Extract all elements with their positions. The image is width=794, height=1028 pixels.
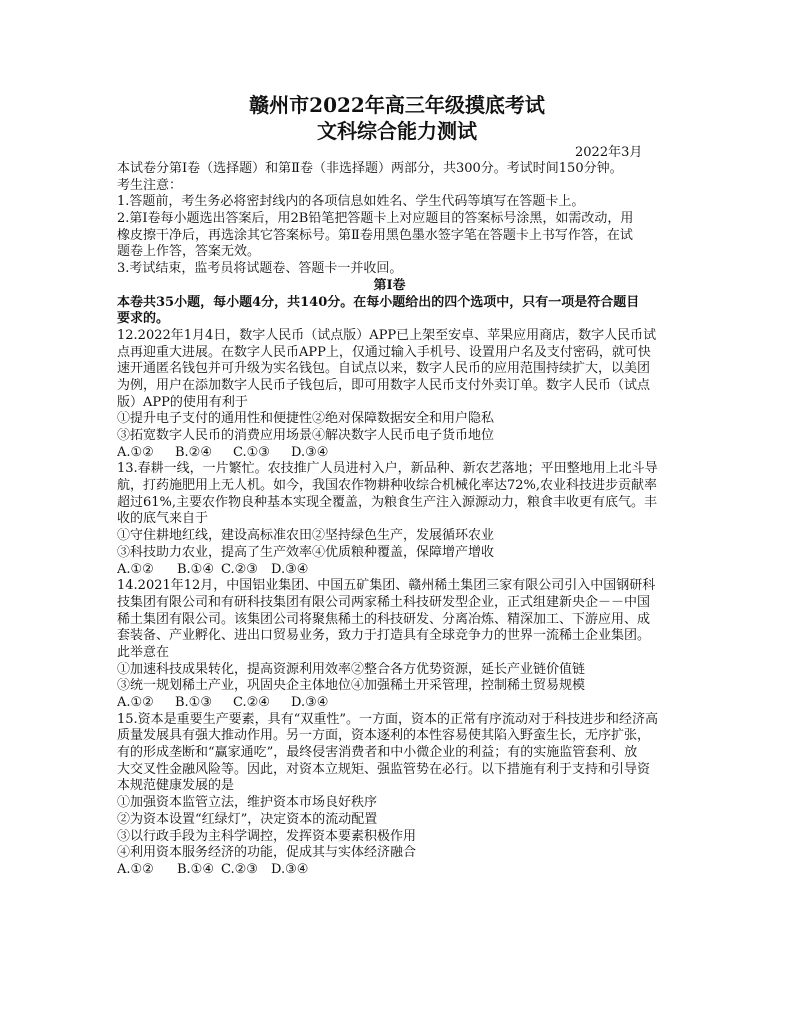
- note-2-line-3: 题卷上作答，答案无效。: [117, 244, 261, 260]
- notice-title: 考生注意：: [117, 177, 183, 193]
- q14-line: 此举意在: [117, 644, 170, 660]
- q15-line: 本规范健康发展的是: [117, 778, 235, 794]
- q15-options: [117, 862, 662, 879]
- q13-item: ①守住耕地红线，建设高标准农田②坚持绿色生产，发展循环农业: [117, 528, 495, 544]
- q13-item: ③科技助力农业，提高了生产效率④优质粮种覆盖，保障增产增收: [117, 544, 495, 560]
- q12-option-c: C.①③: [233, 444, 270, 460]
- q12-option-b: B.②④: [175, 444, 212, 460]
- q13-option-d: D.③④: [271, 561, 309, 577]
- section-instruction-line-2: 要求的。: [117, 311, 170, 327]
- q13-line: 航，打药施肥用上无人机。如今，我国农作物耕种收综合机械化率达72%,农业科技进步贡献率: [117, 478, 658, 494]
- q15-option-a: A.①②: [117, 861, 154, 877]
- q14-line: 套装备、产业孵化、进出口贸易业务，致力于打造具有全球竞争力的世界一流稀土企业集团。: [117, 628, 651, 644]
- q12-line: 点再迎重大进展。在数字人民币APP上，仅通过输入手机号、设置用户名及支付密码，就可快: [117, 344, 651, 360]
- section-title: 第Ⅰ卷: [373, 277, 406, 293]
- q14-option-d: D.③④: [291, 695, 329, 710]
- q13-option-a: A.①②: [117, 561, 154, 577]
- q15-item: ②为资本设置“红绿灯”，决定资本的流动配置: [117, 811, 378, 827]
- q14-item: ③统一规划稀土产业，巩固央企主体地位④加强稀土开采管理，控制稀土贸易规模: [117, 678, 586, 694]
- note-1: 1.答题前，考生务必将密封线内的各项信息如姓名、学生代码等填写在答题卡上。: [117, 194, 585, 210]
- q14-line: 稀土集团有限公司。该集团公司将聚焦稀土的科技研发、分离冶炼、精深加工、下游应用、成: [117, 611, 651, 627]
- q13-option-c: C.②③: [221, 561, 258, 577]
- intro-line: 本试卷分第Ⅰ卷（选择题）和第Ⅱ卷（非选择题）两部分，共300分。考试时间150分钟。: [117, 161, 623, 176]
- q15-option-c: C.②③: [221, 861, 258, 877]
- q12-item: ③拓宽数字人民币的消费应用场景④解决数字人民币电子货币地位: [117, 428, 495, 443]
- q14-option-b: B.①③: [175, 695, 212, 710]
- q13-options: [117, 562, 662, 579]
- q13-line: 收的底气来自于: [117, 511, 209, 527]
- q14-line: 技集团有限公司和有研科技集团有限公司两家稀土科技研发型企业，正式组建新央企－－中国: [117, 594, 651, 610]
- q12-option-a: A.①②: [117, 444, 154, 460]
- q12-line: 12.2022年1月4日，数字人民币（试点版）APP已上架至安卓、苹果应用商店，数字人民币试: [117, 327, 657, 343]
- exam-title: 赣州市2022年高三年级摸底考试: [249, 93, 545, 117]
- q12-line: 版）APP的使用有利于: [117, 394, 248, 410]
- q13-line: 超过61%,主要农作物良种基本实现全覆盖，为粮食生产注入源源动力，粮食丰收更有底气。丰: [117, 494, 658, 510]
- q15-item: ④利用资本服务经济的功能，促成其与实体经济融合: [117, 845, 417, 861]
- q12-options: [117, 445, 662, 462]
- q13-line: 13.春耕一线，一片繁忙。农技推广人员进村入户，新品种、新农艺落地；平田整地用上北斗导: [117, 461, 658, 477]
- q15-line: 有的形成垄断和“赢家通吃”，最终侵害消费者和中小微企业的利益；有的实施监管套利、放: [117, 745, 638, 761]
- q13-option-b: B.①④: [177, 561, 214, 577]
- q15-line: 大交叉性金融风险等。因此，对资本立规矩、强监管势在必行。以下措施有利于支持和引导资: [117, 761, 651, 777]
- q15-line: 15.资本是重要生产要素，具有“双重性”。一方面，资本的正常有序流动对于科技进步和经济高: [117, 711, 658, 727]
- exam-date: 2022年3月: [575, 145, 643, 160]
- q12-option-d: D.③④: [291, 444, 329, 460]
- section-instruction-line-1: 本卷共35小题，每小题4分，共140分。在每小题给出的四个选项中，只有一项是符合题目: [117, 294, 640, 310]
- q15-item: ③以行政手段为主科学调控，发挥资本要素积极作用: [117, 828, 417, 844]
- q14-item: ①加速科技成果转化，提高资源利用效率②整合各方优势资源，延长产业链价值链: [117, 661, 586, 677]
- note-3: 3.考试结束，监考员将试题卷、答题卡一并收回。: [117, 261, 403, 277]
- q14-option-a: A.①②: [117, 695, 154, 710]
- q14-option-c: C.②④: [233, 695, 270, 710]
- exam-subtitle: 文科综合能力测试: [317, 119, 477, 143]
- note-2-line-1: 2.第Ⅰ卷每小题选出答案后，用2B铅笔把答题卡上对应题目的答案标号涂黑，如需改动，用: [117, 211, 634, 227]
- q15-item: ①加强资本监管立法，维护资本市场良好秩序: [117, 795, 378, 811]
- q12-line: 为例，用户在添加数字人民币子钱包后，即可用数字人民币支付外卖订单。数字人民币（试点: [117, 377, 651, 393]
- q15-option-b: B.①④: [177, 861, 214, 877]
- q14-options: [117, 695, 662, 712]
- note-2-line-2: 橡皮擦干净后，再选涂其它答案标号。第Ⅱ卷用黑色墨水签字笔在答题卡上书写作答，在试: [117, 227, 633, 243]
- q12-line: 速开通匿名钱包并可升级为实名钱包。自试点以来，数字人民币的应用范围持续扩大，以美团: [117, 361, 651, 377]
- q12-item: ①提升电子支付的通用性和便捷性②绝对保障数据安全和用户隐私: [117, 411, 495, 427]
- q15-line: 质量发展具有强大推动作用。另一方面，资本逐利的本性容易使其陷入野蛮生长，无序扩张，: [117, 728, 651, 744]
- exam-body: [117, 161, 662, 879]
- q15-option-d: D.③④: [271, 861, 309, 877]
- q14-line: 14.2021年12月，中国铝业集团、中国五矿集团、赣州稀土集团三家有限公司引入中国钢研科: [117, 578, 656, 594]
